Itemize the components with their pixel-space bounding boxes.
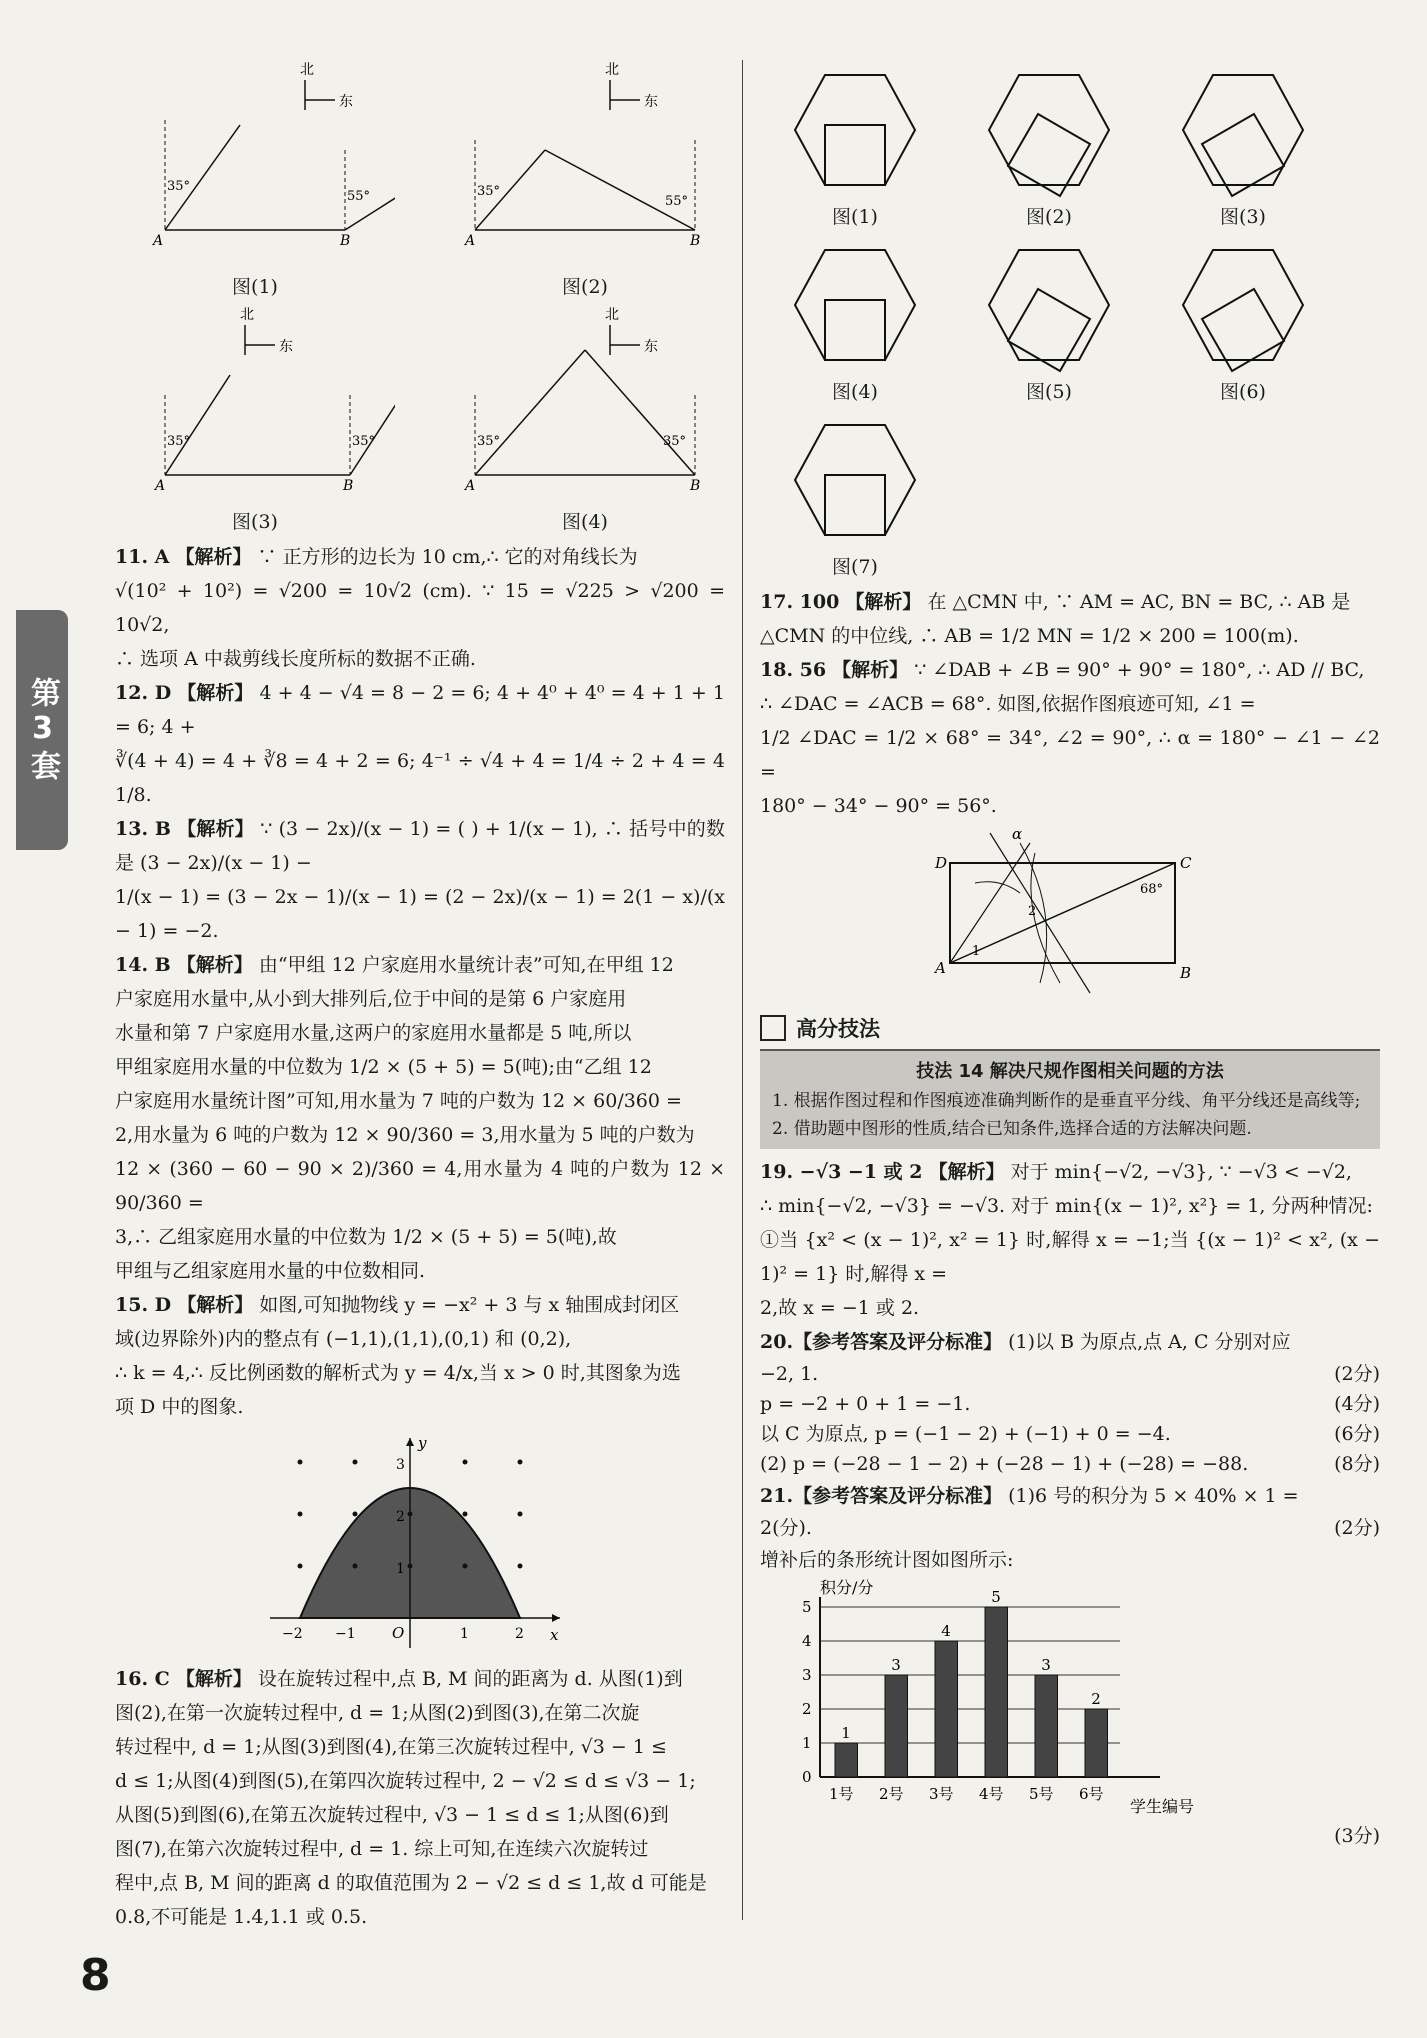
hexagon-figure xyxy=(770,410,940,579)
y-tick-label: 5 xyxy=(802,1598,812,1616)
text-line: 程中,点 B, M 间的距离 d 的取值范围为 2 − √2 ≤ d ≤ 1,故 d 可能是 xyxy=(115,1872,707,1894)
question-number: 16. C xyxy=(115,1668,170,1690)
score-value: (8分) xyxy=(1334,1453,1380,1475)
hexagon-svg xyxy=(770,235,940,375)
question-number: 19. −√3 −1 或 2 xyxy=(760,1161,923,1183)
question-13 xyxy=(115,812,725,948)
tip-item: 1. 根据作图过程和作图痕迹准确判断作的是垂直平分线、角平分线还是高线等; xyxy=(772,1091,1361,1111)
north-label: 北 xyxy=(605,62,619,78)
angle-1-label: 1 xyxy=(972,944,981,959)
score-value: (4分) xyxy=(1334,1393,1380,1415)
angle-b: 35° xyxy=(352,434,376,449)
text-line: (1)以 B 为原点,点 A, C 分别对应 xyxy=(1008,1331,1291,1353)
point-b: B xyxy=(343,478,354,494)
analysis-tag: 【解析】 xyxy=(928,1161,1005,1183)
category-label: 3号 xyxy=(929,1785,954,1803)
hexagon-figure xyxy=(770,60,940,229)
answer-tag: 【参考答案及评分标准】 xyxy=(793,1485,1003,1507)
hexagon-svg xyxy=(964,235,1134,375)
figure-caption: 图(1) xyxy=(232,276,278,298)
point-a: A xyxy=(153,233,164,249)
score-text: 以 C 为原点, p = (−1 − 2) + (−1) + 0 = −4. xyxy=(760,1423,1171,1445)
question-number: 21. xyxy=(760,1485,794,1507)
figure-caption: 图(2) xyxy=(562,276,608,298)
route-figure-2-svg xyxy=(445,60,725,270)
score-text: p = −2 + 0 + 1 = −1. xyxy=(760,1393,971,1415)
angle-2-label: 2 xyxy=(1028,904,1037,919)
hexagon-outline xyxy=(1183,250,1303,360)
question-18 xyxy=(760,653,1380,823)
east-label: 东 xyxy=(644,339,658,355)
text-line: ①当 {x² < (x − 1)², x² = 1} 时,解得 x = −1;当 {(x − 1)² < x², (x − 1)² = 1} 时,解得 x = xyxy=(760,1229,1380,1285)
y-tick: 1 xyxy=(396,1561,405,1577)
route-figure-2 xyxy=(445,60,725,299)
hexagon-outline xyxy=(989,75,1109,185)
route-figures-row-2 xyxy=(115,305,725,534)
bar xyxy=(835,1743,858,1777)
north-label: 北 xyxy=(300,62,314,78)
score-text: (2) p = (−28 − 1 − 2) + (−28 − 1) + (−28) = −88. xyxy=(760,1453,1249,1475)
east-label: 东 xyxy=(279,339,293,355)
alpha-label: α xyxy=(1012,825,1023,843)
angle-b: 55° xyxy=(347,189,371,204)
text-line: d ≤ 1;从图(4)到图(5),在第四次旋转过程中, 2 − √2 ≤ d ≤ √3 − 1; xyxy=(115,1770,696,1792)
text-line: ∛(4 + 4) = 4 + ∛8 = 4 + 2 = 6; 4⁻¹ ÷ √4 + 4 = 1/4 ÷ 2 + 4 = 4 1/8. xyxy=(115,750,725,806)
text-line: 增补后的条形统计图如图所示: xyxy=(760,1549,1014,1571)
hexagon-outline xyxy=(795,250,915,360)
y-tick-label: 2 xyxy=(802,1700,812,1718)
question-number: 11. A xyxy=(115,546,170,568)
figure-caption: 图(5) xyxy=(1026,381,1072,403)
hexagon-outline xyxy=(989,250,1109,360)
bar-value-label: 1 xyxy=(841,1724,851,1742)
category-label: 1号 xyxy=(829,1785,854,1803)
text-line: √(10² + 10²) = √200 = 10√2 (cm). ∵ 15 = √225 > √200 = 10√2, xyxy=(115,580,725,636)
angle-b: 35° xyxy=(663,434,687,449)
figure-caption: 图(1) xyxy=(832,206,878,228)
route-figure-3-svg xyxy=(115,305,395,505)
chart-xlabel: 学生编号 xyxy=(1130,1797,1195,1816)
text-line: 域(边界除外)内的整点有 (−1,1),(1,1),(0,1) 和 (0,2), xyxy=(115,1328,572,1350)
text-line: 甲组与乙组家庭用水量的中位数相同. xyxy=(115,1260,426,1282)
end-score: (3分) xyxy=(1334,1825,1380,1847)
question-21 xyxy=(760,1479,1380,1577)
analysis-tag: 【解析】 xyxy=(176,954,253,976)
text-line: 项 D 中的图象. xyxy=(115,1396,244,1418)
text-line: 甲组家庭用水量的中位数为 1/2 × (5 + 5) = 5(吨);由“乙组 12 xyxy=(115,1056,652,1078)
question-15 xyxy=(115,1288,725,1424)
text-line: 水量和第 7 户家庭用水量,这两户的家庭用水量都是 5 吨,所以 xyxy=(115,1022,632,1044)
hexagon-outline xyxy=(1183,75,1303,185)
score-value: (2分) xyxy=(1334,1363,1380,1385)
question-number: 12. D xyxy=(115,682,172,704)
point-a: A xyxy=(935,959,946,977)
text-line: 如图,可知抛物线 y = −x² + 3 与 x 轴围成封闭区 xyxy=(259,1294,680,1316)
text-line: 12 × (360 − 60 − 90 × 2)/360 = 4,用水量为 4 吨的户数为 12 × 90/360 = xyxy=(115,1158,725,1214)
question-number: 14. B xyxy=(115,954,171,976)
question-20 xyxy=(760,1325,1380,1479)
text-line: ∵ ∠DAB + ∠B = 90° + 90° = 180°, ∴ AD // BC, xyxy=(914,659,1365,681)
tip-box xyxy=(760,1049,1380,1149)
text-line: 转过程中, d = 1;从图(3)到图(4),在第三次旋转过程中, √3 − 1 ≤ xyxy=(115,1736,667,1758)
text-line: ∴ ∠DAC = ∠ACB = 68°. 如图,依据作图痕迹可知, ∠1 = xyxy=(760,693,1256,715)
text-line: 由“甲组 12 户家庭用水量统计表”可知,在甲组 12 xyxy=(258,954,674,976)
figure-caption: 图(6) xyxy=(1220,381,1266,403)
figure-caption: 图(4) xyxy=(832,381,878,403)
x-axis-label: x xyxy=(550,1626,559,1644)
hexagon-figures xyxy=(760,60,1380,579)
square-outline xyxy=(1008,289,1090,371)
text-line: 对于 min{−√2, −√3}, ∵ −√3 < −√2, xyxy=(1010,1161,1352,1183)
north-label: 北 xyxy=(605,307,619,323)
category-label: 6号 xyxy=(1079,1785,1104,1803)
y-tick-label: 4 xyxy=(802,1632,812,1650)
analysis-tag: 【解析】 xyxy=(175,1668,252,1690)
text-line: 图(2),在第一次旋转过程中, d = 1;从图(2)到图(3),在第二次旋 xyxy=(115,1702,640,1724)
y-tick: 3 xyxy=(396,1457,405,1473)
text-line: 户家庭用水量统计图”可知,用水量为 7 吨的户数为 12 × 60/360 = xyxy=(115,1090,682,1112)
point-d: D xyxy=(935,854,948,872)
figure-caption: 图(3) xyxy=(232,511,278,533)
angle-68-label: 68° xyxy=(1140,882,1164,897)
construction-figure xyxy=(760,823,1380,1003)
text-line: ∵ (3 − 2x)/(x − 1) = ( ) + 1/(x − 1), ∴ 括号中的数是 (3 − 2x)/(x − 1) − xyxy=(115,818,725,874)
bar-value-label: 4 xyxy=(941,1622,951,1640)
angle-b: 55° xyxy=(665,194,689,209)
y-tick: 2 xyxy=(396,1509,405,1525)
hexagon-figure xyxy=(964,235,1134,404)
text-line: ∴ k = 4,∴ 反比例函数的解析式为 y = 4/x,当 x > 0 时,其图象为选 xyxy=(115,1362,681,1384)
figure-caption: 图(4) xyxy=(562,511,608,533)
tip-header xyxy=(760,1013,1380,1043)
hexagon-figure xyxy=(1158,235,1328,404)
hexagon-figure xyxy=(770,235,940,404)
bar-chart xyxy=(760,1577,1380,1848)
point-c: C xyxy=(1180,854,1192,872)
route-figure-1 xyxy=(115,60,395,299)
hexagon-figure xyxy=(964,60,1134,229)
hexagon-svg xyxy=(964,60,1134,200)
point-a: A xyxy=(465,478,476,494)
construction-svg xyxy=(920,823,1220,1003)
question-number: 17. 100 xyxy=(760,591,840,613)
point-a: A xyxy=(465,233,476,249)
category-label: 4号 xyxy=(979,1785,1004,1803)
analysis-tag: 【解析】 xyxy=(177,1294,254,1316)
point-b: B xyxy=(690,478,701,494)
category-label: 5号 xyxy=(1029,1785,1054,1803)
text-line: ∴ min{−√2, −√3} = −√3. 对于 min{(x − 1)², x²} = 1, 分两种情况: xyxy=(760,1195,1373,1217)
text-line: △CMN 的中位线, ∴ AB = 1/2 MN = 1/2 × 200 = 100(m). xyxy=(760,625,1299,647)
east-label: 东 xyxy=(644,94,658,110)
bar xyxy=(935,1641,958,1777)
question-14 xyxy=(115,948,725,1288)
bar xyxy=(985,1607,1008,1777)
analysis-tag: 【解析】 xyxy=(175,546,252,568)
chart-ylabel: 积分/分 xyxy=(820,1578,874,1597)
text-line: 1/(x − 1) = (3 − 2x − 1)/(x − 1) = (2 − 2x)/(x − 1) = 2(1 − x)/(x − 1) = −2. xyxy=(115,886,725,942)
answer-tag: 【参考答案及评分标准】 xyxy=(793,1331,1003,1353)
text-line: (1)6 号的积分为 5 × 40% × 1 = xyxy=(1008,1485,1299,1507)
tip-header-text: 高分技法 xyxy=(796,1017,880,1041)
y-tick-label: 0 xyxy=(802,1768,812,1786)
figure-caption: 图(7) xyxy=(832,556,878,578)
text-line: 2,故 x = −1 或 2. xyxy=(760,1297,920,1319)
route-figure-1-svg xyxy=(115,60,395,270)
hexagon-svg xyxy=(1158,235,1328,375)
hexagon-svg xyxy=(770,410,940,550)
parabola-svg xyxy=(260,1428,580,1658)
question-11 xyxy=(115,540,725,676)
question-19 xyxy=(760,1155,1380,1325)
route-figure-3 xyxy=(115,305,395,534)
bar-value-label: 2 xyxy=(1091,1690,1101,1708)
point-b: B xyxy=(690,233,701,249)
text-line: 户家庭用水量中,从小到大排列后,位于中间的是第 6 户家庭用 xyxy=(115,988,627,1010)
score-text: 2(分). xyxy=(760,1517,812,1539)
question-17 xyxy=(760,585,1380,653)
bar xyxy=(1085,1709,1108,1777)
angle-a: 35° xyxy=(167,434,191,449)
text-line: 180° − 34° − 90° = 56°. xyxy=(760,795,997,817)
angle-a: 35° xyxy=(477,434,501,449)
figure-caption: 图(2) xyxy=(1026,206,1072,228)
hexagon-outline xyxy=(795,75,915,185)
square-outline xyxy=(1008,114,1090,196)
text-line: 4 + 4 − √4 = 8 − 2 = 6; 4 + 4⁰ + 4⁰ = 4 + 1 + 1 = 6; 4 + xyxy=(115,682,725,738)
x-tick: 1 xyxy=(460,1626,469,1642)
text-line: 0.8,不可能是 1.4,1.1 或 0.5. xyxy=(115,1906,368,1928)
y-axis-label: y xyxy=(418,1434,427,1452)
share-icon xyxy=(760,1015,786,1041)
bar xyxy=(885,1675,908,1777)
section-tab: 第3套 xyxy=(16,610,68,850)
question-number: 13. B xyxy=(115,818,171,840)
question-16 xyxy=(115,1662,725,1934)
point-b: B xyxy=(1180,964,1192,982)
bar-value-label: 5 xyxy=(991,1588,1001,1606)
hexagon-svg xyxy=(1158,60,1328,200)
left-column xyxy=(115,60,725,1934)
score-row xyxy=(760,1449,1380,1479)
score-value: (2分) xyxy=(1334,1517,1380,1539)
text-line: 2,用水量为 6 吨的户数为 12 × 90/360 = 3,用水量为 5 吨的户数为 xyxy=(115,1124,695,1146)
score-row xyxy=(760,1513,1380,1543)
right-column xyxy=(760,60,1380,1848)
bar-value-label: 3 xyxy=(891,1656,901,1674)
text-line: ∵ 正方形的边长为 10 cm,∴ 它的对角线长为 xyxy=(257,546,638,568)
text-line: 3,∴ 乙组家庭用水量的中位数为 1/2 × (5 + 5) = 5(吨),故 xyxy=(115,1226,617,1248)
angle-a: 35° xyxy=(477,184,501,199)
route-figures-row-1 xyxy=(115,60,725,299)
score-value: (6分) xyxy=(1334,1423,1380,1445)
score-row xyxy=(760,1389,1380,1419)
origin-label: O xyxy=(392,1624,405,1642)
route-figure-4 xyxy=(445,305,725,534)
question-number: 18. 56 xyxy=(760,659,827,681)
y-tick-label: 1 xyxy=(802,1734,812,1752)
hexagon-svg xyxy=(770,60,940,200)
text-line: ∴ 选项 A 中裁剪线长度所标的数据不正确. xyxy=(115,648,476,670)
page-number: 8 xyxy=(80,1950,111,2001)
tip-title: 技法 14 解决尺规作图相关问题的方法 xyxy=(916,1061,1224,1082)
x-tick: 2 xyxy=(515,1626,524,1642)
bar xyxy=(1035,1675,1058,1777)
score-row xyxy=(760,1419,1380,1449)
x-tick: −1 xyxy=(335,1626,356,1642)
text-line: 图(7),在第六次旋转过程中, d = 1. 综上可知,在连续六次旋转过 xyxy=(115,1838,649,1860)
analysis-tag: 【解析】 xyxy=(177,682,254,704)
hexagon-outline xyxy=(795,425,915,535)
text-line: 在 △CMN 中, ∵ AM = AC, BN = BC, ∴ AB 是 xyxy=(927,591,1351,613)
analysis-tag: 【解析】 xyxy=(832,659,909,681)
square-outline xyxy=(825,125,885,185)
category-label: 2号 xyxy=(879,1785,904,1803)
question-12 xyxy=(115,676,725,812)
figure-caption: 图(3) xyxy=(1220,206,1266,228)
column-divider xyxy=(742,60,743,1920)
angle-a: 35° xyxy=(167,179,191,194)
hexagon-figure xyxy=(1158,60,1328,229)
east-label: 东 xyxy=(339,94,353,110)
point-a: A xyxy=(155,478,166,494)
bar-value-label: 3 xyxy=(1041,1656,1051,1674)
analysis-tag: 【解析】 xyxy=(845,591,922,613)
text-line: 从图(5)到图(6),在第五次旋转过程中, √3 − 1 ≤ d ≤ 1;从图(6)到 xyxy=(115,1804,669,1826)
text-line: 1/2 ∠DAC = 1/2 × 68° = 34°, ∠2 = 90°, ∴ α = 180° − ∠1 − ∠2 = xyxy=(760,727,1380,783)
y-tick-label: 3 xyxy=(802,1666,812,1684)
x-tick: −2 xyxy=(282,1626,303,1642)
question-number: 15. D xyxy=(115,1294,172,1316)
square-outline xyxy=(1202,289,1284,371)
point-b: B xyxy=(340,233,351,249)
analysis-tag: 【解析】 xyxy=(177,818,255,840)
bar-chart-svg xyxy=(760,1577,1220,1817)
square-outline xyxy=(825,300,885,360)
route-figure-4-svg xyxy=(445,305,725,505)
score-text: −2, 1. xyxy=(760,1363,819,1385)
square-outline xyxy=(825,475,885,535)
question-number: 20. xyxy=(760,1331,794,1353)
north-label: 北 xyxy=(240,307,254,323)
tip-item: 2. 借助题中图形的性质,结合已知条件,选择合适的方法解决问题. xyxy=(772,1119,1252,1139)
parabola-figure xyxy=(115,1428,725,1658)
text-line: 设在旋转过程中,点 B, M 间的距离为 d. 从图(1)到 xyxy=(257,1668,683,1690)
square-outline xyxy=(1202,114,1284,196)
score-row xyxy=(760,1359,1380,1389)
